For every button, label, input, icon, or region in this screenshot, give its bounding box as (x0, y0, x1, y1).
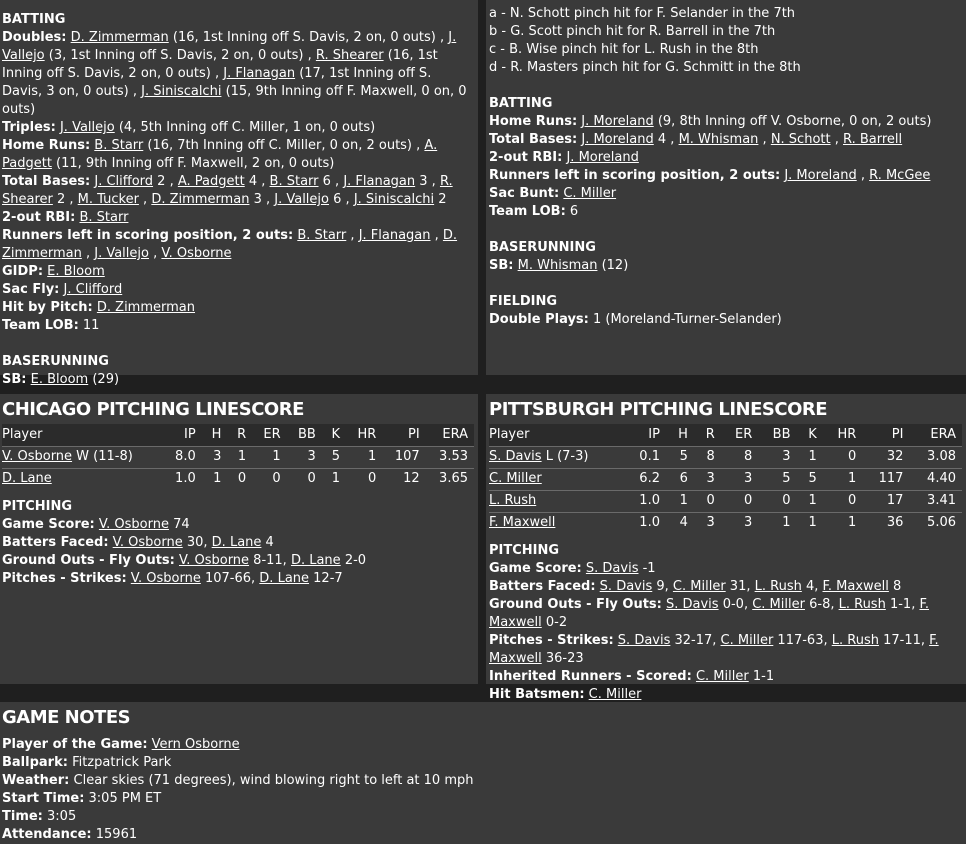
stat-cell: 3 (744, 471, 753, 486)
column-header: ERA (442, 426, 468, 442)
player-link[interactable]: A. Padgett (2, 138, 438, 171)
stat-cell: 1.0 (175, 471, 196, 487)
stat-cell: 12 (403, 471, 420, 487)
player-link[interactable]: J. Vallejo (59, 120, 115, 135)
pittsburgh-pitching-title: PITTSBURGH PITCHING LINESCORE (489, 399, 828, 420)
player-link[interactable]: J. Moreland (581, 114, 654, 129)
player-link[interactable]: B. Starr (79, 210, 129, 225)
table-header-row (489, 424, 962, 446)
player-cell (489, 512, 624, 534)
column-header: PI (407, 426, 420, 442)
stat-note: 30, (182, 535, 212, 550)
player-list (586, 561, 656, 576)
stat-note: (11, 9th Inning off F. Maxwell, 2 on, 0 outs) (51, 156, 335, 171)
stat-cell: 32 (886, 449, 904, 464)
stat-cell: 3.65 (439, 471, 468, 487)
player-list (518, 258, 629, 273)
stat-note: -1 (638, 561, 656, 576)
player-list (581, 114, 931, 129)
stat-note: (17, 1st Inning off S. Davis, 3 on, 0 outs) , (2, 66, 432, 99)
column-header: R (705, 426, 715, 442)
player-link[interactable]: M. Whisman (678, 132, 759, 147)
player-list (2, 30, 467, 117)
column-header: IP (648, 426, 660, 442)
player-link[interactable]: D. Zimmerman (96, 300, 195, 315)
start-time-line: Start Time: 3:05 PM ET (2, 791, 162, 806)
stat-cell: 3 (706, 515, 715, 531)
stat-cell: 3 (782, 449, 791, 464)
column-header: Player (489, 426, 530, 442)
stat-note: (12) (597, 258, 629, 273)
stat-note: , (346, 228, 359, 243)
fielding-heading: FIELDING (489, 294, 558, 309)
player-list (131, 571, 343, 586)
two-out-rbi-line: 2-out RBI: B. Starr (2, 210, 129, 225)
chicago-pitching-panel (0, 394, 478, 684)
stat-cell: 3 (706, 471, 715, 486)
risp-line: Runners left in scoring position, 2 outs: J. Moreland , R. McGee (489, 168, 931, 183)
stat-cell: 8 (744, 449, 753, 464)
hit-by-pitch-line: Hit by Pitch: D. Zimmerman (2, 300, 195, 315)
player-cell (489, 446, 624, 468)
batters-faced-line: Batters Faced: V. Osborne 30, D. Lane 4 (2, 535, 274, 550)
table-row (489, 490, 962, 512)
player-link[interactable]: E. Bloom (30, 372, 89, 387)
stat-cell: 1 (237, 449, 247, 464)
table-row (2, 468, 474, 490)
player-link[interactable]: B. Starr (94, 138, 144, 153)
table-header-row (2, 424, 474, 446)
player-link[interactable]: D. Zimmerman (2, 228, 458, 261)
stat-note: 8 (888, 579, 902, 594)
stat-note: 4 , (244, 174, 270, 189)
stat-note: 74 (168, 517, 190, 532)
stat-cell: 0 (848, 449, 857, 464)
player-link[interactable]: C. Miller (695, 669, 749, 684)
column-header: HR (837, 426, 857, 442)
player-list (589, 687, 642, 702)
stat-note: , (830, 132, 843, 147)
column-header: H (678, 426, 688, 442)
ground-fly-outs-line: Ground Outs - Fly Outs: V. Osborne 8-11, D. Lane 2-0 (2, 553, 367, 568)
decision-text: W (11-8) (72, 449, 133, 464)
stat-note: 107-66, (200, 571, 260, 586)
sac-bunt-line: Sac Bunt: C. Miller (489, 186, 617, 201)
player-list (581, 132, 902, 147)
stat-cell: 8 (706, 449, 715, 464)
stat-note: 1-1 (748, 669, 775, 684)
player-link[interactable]: F. Maxwell (489, 515, 556, 531)
stat-cell: 107 (394, 449, 420, 464)
player-list (99, 517, 190, 532)
doubles-line: Doubles: D. Zimmerman (16, 1st Inning off S. Davis, 2 on, 0 outs) , J. Vallejo (3, 1st Inning off S. Davis, 2 on, 0 outs) , R. Shearer (16, 1st Inning off S. Davis, 2 on, 0 outs) , J. Flanagan (17, 1st Inning off S. Davis, 3 on, 0 outs) , J. Siniscalchi (15, 9th Inning off F. Maxwell, 0 on, 0 outs) (2, 30, 467, 117)
stat-cell: 0 (237, 471, 247, 487)
stat-cell: 1 (808, 515, 817, 531)
stat-note: 36-23 (541, 651, 584, 666)
sac-fly-line: Sac Fly: J. Clifford (2, 282, 123, 297)
stat-note: 9, (652, 579, 673, 594)
player-link[interactable]: A. Padgett (177, 174, 245, 189)
weather-line: Weather: Clear skies (71 degrees), wind blowing right to left at 10 mph (2, 773, 474, 788)
player-link[interactable]: B. Starr (297, 228, 347, 243)
home-runs-line: Home Runs: B. Starr (16, 7th Inning off C. Miller, 0 on, 2 outs) , A. Padgett (11, 9th Inning off F. Maxwell, 2 on, 0 outs) (2, 138, 438, 171)
player-link[interactable]: D. Lane (259, 571, 310, 586)
stat-note: 117-63, (773, 633, 832, 648)
player-link[interactable]: S. Davis (489, 449, 542, 464)
chicago-pitching-table (2, 424, 474, 490)
stat-cell: 1 (368, 449, 377, 464)
player-link[interactable]: J. Moreland (581, 132, 654, 147)
player-link[interactable]: R. Barrell (843, 132, 903, 147)
chicago-batting-panel (0, 0, 478, 387)
player-list (47, 264, 105, 279)
home-runs-line: Home Runs: J. Moreland (9, 8th Inning off V. Osborne, 0 on, 2 outs) (489, 114, 932, 129)
stat-note: 6-8, (804, 597, 839, 612)
player-list (79, 210, 128, 225)
player-list (566, 150, 638, 165)
stat-note: , (81, 246, 95, 261)
player-link[interactable]: B. Starr (269, 174, 319, 189)
column-header: IP (184, 426, 196, 442)
pitches-strikes-line: Pitches - Strikes: S. Davis 32-17, C. Miller 117-63, L. Rush 17-11, F. Maxwell 36-23 (489, 633, 939, 666)
stat-note: 17-11, (878, 633, 930, 648)
stat-note: , (138, 192, 152, 207)
stat-cell: 6 (679, 471, 688, 486)
player-link[interactable]: L. Rush (831, 633, 879, 648)
pinch-note: d - R. Masters pinch hit for G. Schmitt in the 8th (489, 60, 801, 75)
stat-cell: 1 (848, 471, 857, 486)
pinch-note: a - N. Schott pinch hit for F. Selander in the 7th (489, 6, 796, 21)
player-link[interactable]: E. Bloom (47, 264, 105, 279)
player-link[interactable]: D. Zimmerman (70, 30, 169, 45)
column-header: BB (297, 426, 316, 442)
stat-cell: 1 (848, 515, 857, 531)
player-link[interactable]: J. Siniscalchi (141, 84, 222, 99)
player-link[interactable]: J. Clifford (94, 174, 154, 189)
stolen-bases-line: SB: M. Whisman (12) (489, 258, 629, 273)
stat-cell: 6.2 (639, 471, 660, 486)
total-bases-line: Total Bases: J. Moreland 4 , M. Whisman , N. Schott , R. Barrell (489, 132, 903, 147)
double-plays-line: Double Plays: 1 (Moreland-Turner-Selander) (489, 312, 782, 327)
table-row (2, 446, 474, 468)
player-link[interactable]: L. Rush (838, 597, 886, 612)
stat-note: (16, 1st Inning off S. Davis, 2 on, 0 outs) , (168, 30, 449, 45)
player-link[interactable]: C. Miller (489, 471, 542, 486)
stat-note: 6 , (329, 192, 354, 207)
player-list (31, 372, 119, 387)
stat-cell: 3.53 (439, 449, 468, 464)
player-cell (489, 468, 624, 490)
baserunning-heading: BASERUNNING (489, 240, 596, 255)
game-notes-title: GAME NOTES (2, 707, 131, 728)
stat-note: 31, (725, 579, 755, 594)
column-header: BB (772, 426, 791, 442)
player-list (563, 186, 616, 201)
stolen-bases-line: SB: E. Bloom (29) (2, 372, 120, 387)
stat-cell: 0 (848, 493, 857, 508)
gidp-line: GIDP: E. Bloom (2, 264, 105, 279)
column-header: PI (891, 426, 904, 442)
player-link[interactable]: C. Miller (588, 687, 642, 702)
player-link[interactable]: V. Osborne (179, 553, 250, 568)
stat-cell: 4.40 (927, 471, 956, 486)
stat-note: (15, 9th Inning off F. Maxwell, 0 on, 0 outs) (2, 84, 467, 117)
stat-cell: 4 (679, 515, 688, 531)
player-cell (2, 446, 163, 468)
player-link[interactable]: M. Tucker (77, 192, 139, 207)
stat-cell: 3 (307, 449, 316, 464)
player-list (179, 553, 366, 568)
batting-heading: BATTING (489, 96, 553, 111)
stat-note: 1-1, (885, 597, 920, 612)
column-header: K (808, 426, 817, 442)
stat-note: 2 , (52, 192, 78, 207)
table-row (489, 512, 962, 534)
player-link[interactable]: F. Maxwell (489, 597, 929, 630)
triples-line: Triples: J. Vallejo (4, 5th Inning off C. Miller, 1 on, 0 outs) (2, 120, 376, 135)
pitches-strikes-line: Pitches - Strikes: V. Osborne 107-66, D. Lane 12-7 (2, 571, 343, 586)
column-header: R (237, 426, 247, 442)
stat-note: 4 , (653, 132, 679, 147)
column-header: ER (735, 426, 753, 442)
player-of-game-line: Player of the Game: Vern Osborne (2, 737, 240, 752)
stat-cell: 3.41 (927, 493, 956, 508)
stat-cell: 1 (331, 471, 340, 487)
stat-cell: 5 (331, 449, 340, 464)
player-link[interactable]: D. Lane (290, 553, 341, 568)
pittsburgh-batting-panel (486, 0, 966, 375)
player-link[interactable]: F. Maxwell (822, 579, 889, 594)
decision-text: L (7-3) (541, 449, 589, 464)
column-header: ERA (930, 426, 956, 442)
stat-cell: 0 (272, 471, 281, 487)
stat-cell: 1 (808, 493, 817, 508)
game-score-line: Game Score: V. Osborne 74 (2, 517, 190, 532)
stat-cell: 1 (213, 471, 222, 487)
pitching-heading: PITCHING (489, 543, 560, 558)
player-link[interactable]: J. Vallejo (94, 246, 149, 261)
player-link[interactable]: F. Maxwell (489, 633, 939, 666)
stat-note: 2-0 (340, 553, 367, 568)
player-link[interactable]: J. Moreland (784, 168, 857, 183)
stat-cell: 3 (744, 515, 753, 531)
stat-cell: 5 (782, 471, 791, 486)
pittsburgh-pitching-panel (486, 394, 966, 702)
team-lob-line: Team LOB: 11 (2, 318, 100, 333)
stat-cell: 0 (706, 493, 715, 508)
stat-cell: 5 (679, 449, 688, 464)
stat-cell: 3 (213, 449, 222, 464)
game-time-line: Time: 3:05 (2, 809, 77, 824)
stat-note: , (148, 246, 162, 261)
chicago-pitching-title: CHICAGO PITCHING LINESCORE (2, 399, 304, 420)
stat-note: 32-17, (670, 633, 721, 648)
stat-note: 2 (434, 192, 447, 207)
player-link[interactable]: V. Osborne (112, 535, 183, 550)
player-link[interactable]: R. Shearer (2, 174, 453, 207)
stat-cell: 0 (782, 493, 791, 508)
player-link[interactable]: D. Zimmerman (151, 192, 250, 207)
stat-note: (16, 1st Inning off S. Davis, 2 on, 0 outs) , (2, 48, 438, 81)
stat-cell: 117 (878, 471, 904, 486)
player-list (696, 669, 774, 684)
column-header: Player (2, 426, 43, 442)
hit-batsmen-line: Hit Batsmen: C. Miller (489, 687, 642, 702)
pinch-note: b - G. Scott pinch hit for R. Barrell in the 7th (489, 24, 776, 39)
player-link[interactable]: J. Flanagan (358, 228, 431, 243)
player-cell (2, 468, 163, 490)
stat-cell: 0.1 (639, 449, 660, 464)
stat-cell: 0 (744, 493, 753, 508)
player-link[interactable]: C. Miller (720, 633, 774, 648)
game-score-line: Game Score: S. Davis -1 (489, 561, 656, 576)
stat-cell: 1.0 (639, 515, 660, 531)
player-list (600, 579, 902, 594)
player-link[interactable]: J. Flanagan (343, 174, 416, 189)
player-link[interactable]: J. Vallejo (274, 192, 329, 207)
attendance-line: Attendance: 15961 (2, 827, 138, 842)
player-link[interactable]: L. Rush (489, 493, 537, 508)
column-header: HR (357, 426, 377, 442)
player-link[interactable]: S. Davis (617, 633, 671, 648)
stat-cell: 36 (886, 515, 904, 531)
stat-cell: 5.06 (927, 515, 956, 531)
column-header: H (211, 426, 222, 442)
stat-note: (3, 1st Inning off S. Davis, 2 on, 0 outs) , (44, 48, 316, 63)
stat-cell: 1 (782, 515, 791, 531)
stat-note: (9, 8th Inning off V. Osborne, 0 on, 2 outs) (653, 114, 932, 129)
player-list (784, 168, 930, 183)
player-link[interactable]: R. McGee (869, 168, 931, 183)
ballpark-line: Ballpark: Fitzpatrick Park (2, 755, 172, 770)
stat-cell: 1 (808, 449, 817, 464)
baserunning-heading: BASERUNNING (2, 354, 109, 369)
stat-cell: 3.08 (927, 449, 956, 464)
stat-note: (16, 7th Inning off C. Miller, 0 on, 2 outs) , (143, 138, 425, 153)
column-header: K (331, 426, 340, 442)
ground-fly-outs-line: Ground Outs - Fly Outs: S. Davis 0-0, C. Miller 6-8, L. Rush 1-1, F. Maxwell 0-2 (489, 597, 929, 630)
player-link[interactable]: C. Miller (672, 579, 726, 594)
stat-note: , (758, 132, 771, 147)
stat-note: 0-2 (541, 615, 568, 630)
player-link[interactable]: V. Osborne (161, 246, 232, 261)
player-list (113, 535, 274, 550)
stat-note: 2 , (153, 174, 178, 189)
stat-note: 6 , (318, 174, 344, 189)
player-link[interactable]: J. Siniscalchi (353, 192, 435, 207)
stat-cell: 5 (808, 471, 817, 486)
stat-cell: 1.0 (639, 493, 660, 508)
game-notes-panel (0, 702, 966, 844)
player-link[interactable]: J. Clifford (63, 282, 123, 297)
stat-note: 0-0, (718, 597, 753, 612)
stat-cell: 1 (679, 493, 688, 508)
pinch-note: c - B. Wise pinch hit for L. Rush in the 8th (489, 42, 759, 57)
stat-note: 3 , (415, 174, 440, 189)
stat-note: (29) (88, 372, 120, 387)
table-row (489, 446, 962, 468)
stat-note: 4 (261, 535, 274, 550)
player-link[interactable]: S. Davis (585, 561, 639, 576)
pinch-hit-notes (489, 5, 962, 77)
player-link[interactable]: J. Vallejo (2, 30, 457, 63)
player-link[interactable]: N. Schott (770, 132, 831, 147)
two-out-rbi-line: 2-out RBI: J. Moreland (489, 150, 639, 165)
column-header: ER (263, 426, 281, 442)
total-bases-line: Total Bases: J. Clifford 2 , A. Padgett 4 , B. Starr 6 , J. Flanagan 3 , R. Shearer 2 , M. Tucker , D. Zimmerman 3 , J. Vallejo 6 , J. Siniscalchi 2 (2, 174, 453, 207)
stat-note: 3 , (249, 192, 275, 207)
player-link[interactable]: M. Whisman (517, 258, 598, 273)
pittsburgh-pitching-table (489, 424, 962, 534)
stat-note: 4, (801, 579, 823, 594)
player-link[interactable]: D. Lane (2, 471, 52, 487)
pitching-heading: PITCHING (2, 499, 73, 514)
stat-note: 12-7 (309, 571, 343, 586)
player-link[interactable]: S. Davis (666, 597, 719, 612)
player-link[interactable]: V. Osborne (130, 571, 201, 586)
player-link[interactable]: R. Shearer (315, 48, 384, 63)
stat-note: , (430, 228, 443, 243)
risp-line: Runners left in scoring position, 2 outs: B. Starr , J. Flanagan , D. Zimmerman , J. Vallejo , V. Osborne (2, 228, 458, 261)
player-list (60, 120, 375, 135)
inherited-runners-line: Inherited Runners - Scored: C. Miller 1-1 (489, 669, 775, 684)
player-link[interactable]: D. Lane (211, 535, 262, 550)
player-link[interactable]: C. Miller (563, 186, 617, 201)
stat-cell: 8.0 (175, 449, 196, 464)
team-lob-line: Team LOB: 6 (489, 204, 579, 219)
stat-cell: 17 (886, 493, 904, 508)
player-list (64, 282, 123, 297)
stat-note: (4, 5th Inning off C. Miller, 1 on, 0 outs) (114, 120, 376, 135)
player-link[interactable]: L. Rush (754, 579, 802, 594)
stat-note: 8-11, (249, 553, 291, 568)
stat-cell: 0 (307, 471, 316, 487)
player-link[interactable]: V. Osborne (2, 449, 73, 464)
player-link[interactable]: Vern Osborne (151, 737, 240, 752)
player-link[interactable]: J. Flanagan (223, 66, 296, 81)
player-link[interactable]: C. Miller (752, 597, 805, 612)
stat-cell: 0 (368, 471, 377, 487)
player-link[interactable]: J. Moreland (566, 150, 639, 165)
player-cell (489, 490, 624, 512)
player-link[interactable]: V. Osborne (98, 517, 169, 532)
stat-note: , (856, 168, 870, 183)
player-link[interactable]: S. Davis (599, 579, 653, 594)
table-row (489, 468, 962, 490)
batting-heading: BATTING (2, 12, 66, 27)
batters-faced-line: Batters Faced: S. Davis 9, C. Miller 31, L. Rush 4, F. Maxwell 8 (489, 579, 902, 594)
stat-cell: 1 (272, 449, 281, 464)
player-list (97, 300, 195, 315)
